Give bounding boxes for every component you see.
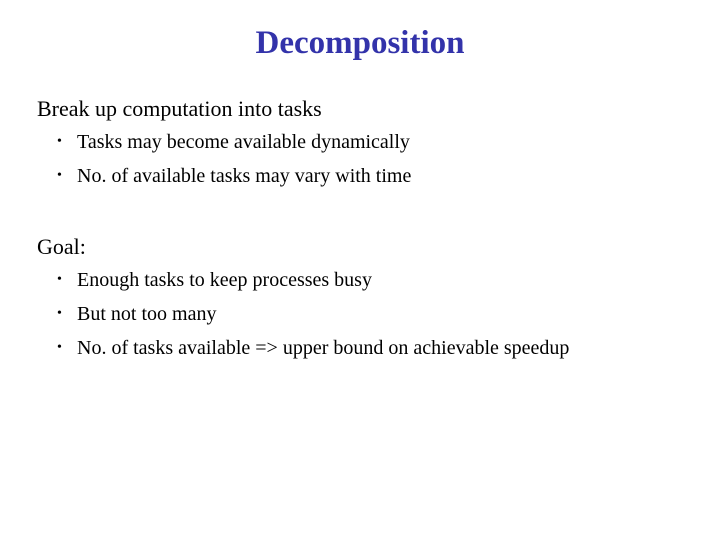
bullet-item bbox=[37, 263, 697, 297]
bullet-item bbox=[37, 297, 697, 331]
bullet-item bbox=[37, 331, 697, 365]
bullet-text: Enough tasks to keep processes busy bbox=[77, 269, 372, 291]
bullet-list bbox=[37, 263, 697, 365]
bullet-icon: • bbox=[57, 168, 62, 183]
section-goal bbox=[37, 233, 697, 365]
bullet-text: But not too many bbox=[77, 303, 217, 325]
section-decomposition bbox=[37, 95, 697, 193]
bullet-icon: • bbox=[57, 134, 62, 149]
bullet-text: No. of tasks available => upper bound on achievable speedup bbox=[77, 337, 570, 359]
bullet-icon: • bbox=[57, 306, 62, 321]
bullet-icon: • bbox=[57, 340, 62, 355]
bullet-text: Tasks may become available dynamically bbox=[77, 131, 410, 153]
bullet-list bbox=[37, 125, 697, 193]
bullet-item bbox=[37, 159, 697, 193]
section-heading: Break up computation into tasks bbox=[37, 96, 322, 121]
section-heading: Goal: bbox=[37, 234, 86, 259]
bullet-text: No. of available tasks may vary with time bbox=[77, 165, 412, 187]
bullet-item bbox=[37, 125, 697, 159]
slide-title: Decomposition bbox=[255, 25, 465, 61]
bullet-icon: • bbox=[57, 272, 62, 287]
